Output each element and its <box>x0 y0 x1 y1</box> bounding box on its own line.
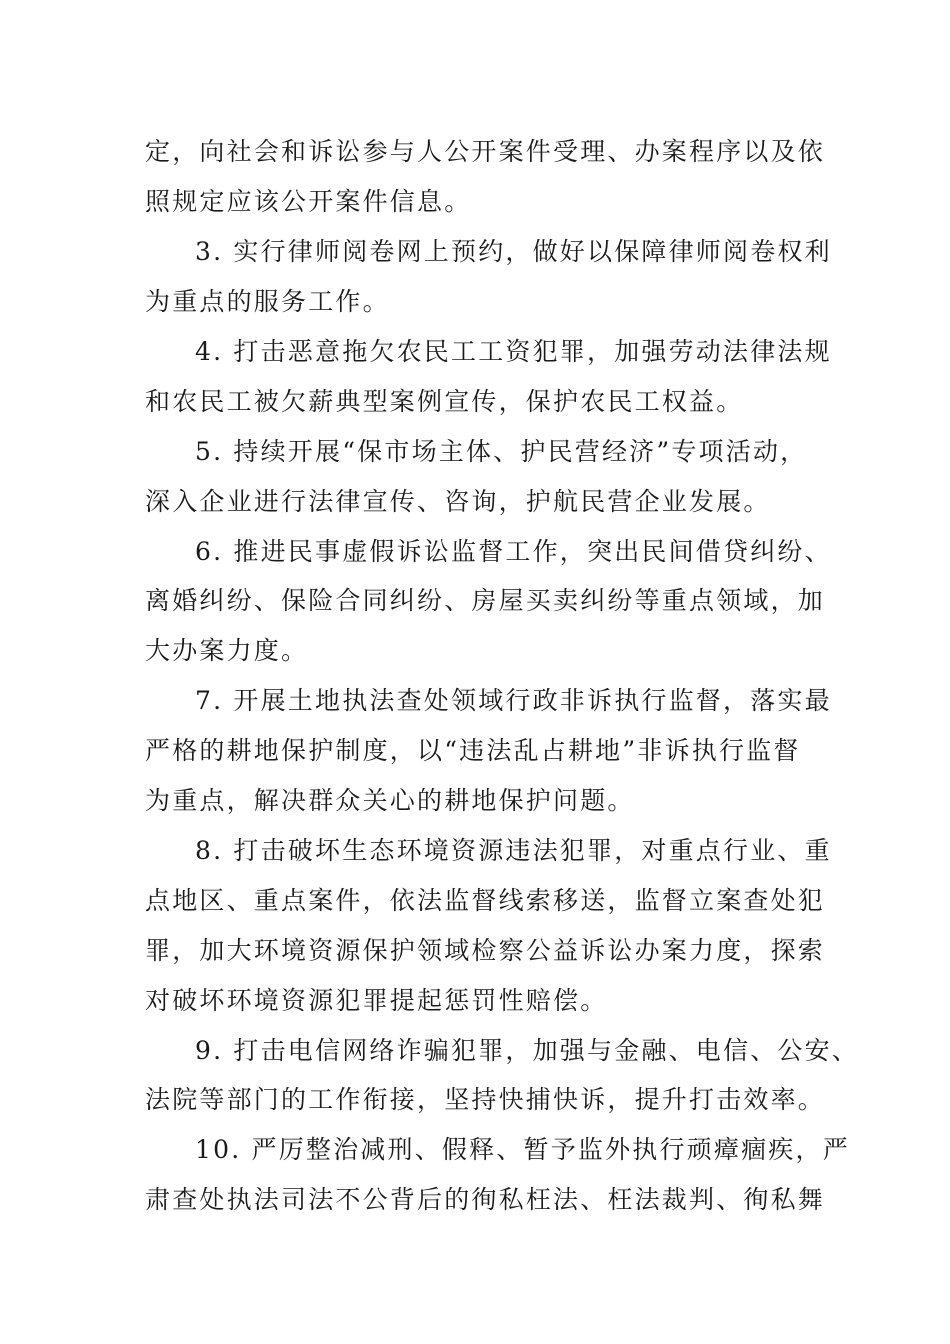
paragraph-7-line: 7. 开展土地执法查处领域行政非诉执行监督，落实最 <box>195 686 832 715</box>
text-line: 严格的耕地保护制度，以“违法乱占耕地”非诉执行监督 <box>145 736 801 765</box>
paragraph-10-line: 10. 严厉整治减刑、假释、暂予监外执行顽瘴痼疾，严 <box>195 1135 850 1164</box>
text-line: 法院等部门的工作衔接，坚持快捕快诉，提升打击效率。 <box>145 1085 826 1114</box>
text-line: 肃查处执法司法不公背后的徇私枉法、枉法裁判、徇私舞 <box>145 1185 826 1214</box>
text-line: 离婚纠纷、保险合同纠纷、房屋买卖纠纷等重点领域，加 <box>145 586 826 615</box>
paragraph-3-line: 3. 实行律师阅卷网上预约，做好以保障律师阅卷权利 <box>195 237 832 266</box>
paragraph-6-line: 6. 推进民事虚假诉讼监督工作，突出民间借贷纠纷、 <box>195 537 832 566</box>
text-line: 为重点，解决群众关心的耕地保护问题。 <box>145 786 635 815</box>
text-line: 为重点的服务工作。 <box>145 287 390 316</box>
text-line: 照规定应该公开案件信息。 <box>145 187 472 216</box>
text-line: 大办案力度。 <box>145 636 309 665</box>
text-line: 定，向社会和诉讼参与人公开案件受理、办案程序以及依 <box>145 137 826 166</box>
text-line: 罪，加大环境资源保护领域检察公益诉讼办案力度，探索 <box>145 936 826 965</box>
text-line: 深入企业进行法律宣传、咨询，护航民营企业发展。 <box>145 487 771 516</box>
text-line: 对破坏环境资源犯罪提起惩罚性赔偿。 <box>145 986 608 1015</box>
text-line: 点地区、重点案件，依法监督线索移送，监督立案查处犯 <box>145 886 826 915</box>
paragraph-8-line: 8. 打击破坏生态环境资源违法犯罪，对重点行业、重 <box>195 836 832 865</box>
text-line: 和农民工被欠薪典型案例宣传，保护农民工权益。 <box>145 387 744 416</box>
paragraph-4-line: 4. 打击恶意拖欠农民工工资犯罪，加强劳动法律法规 <box>195 337 832 366</box>
paragraph-9-line: 9. 打击电信网络诈骗犯罪，加强与金融、电信、公安、 <box>195 1036 860 1065</box>
paragraph-5-line: 5. 持续开展“保市场主体、护民营经济”专项活动， <box>195 437 808 466</box>
